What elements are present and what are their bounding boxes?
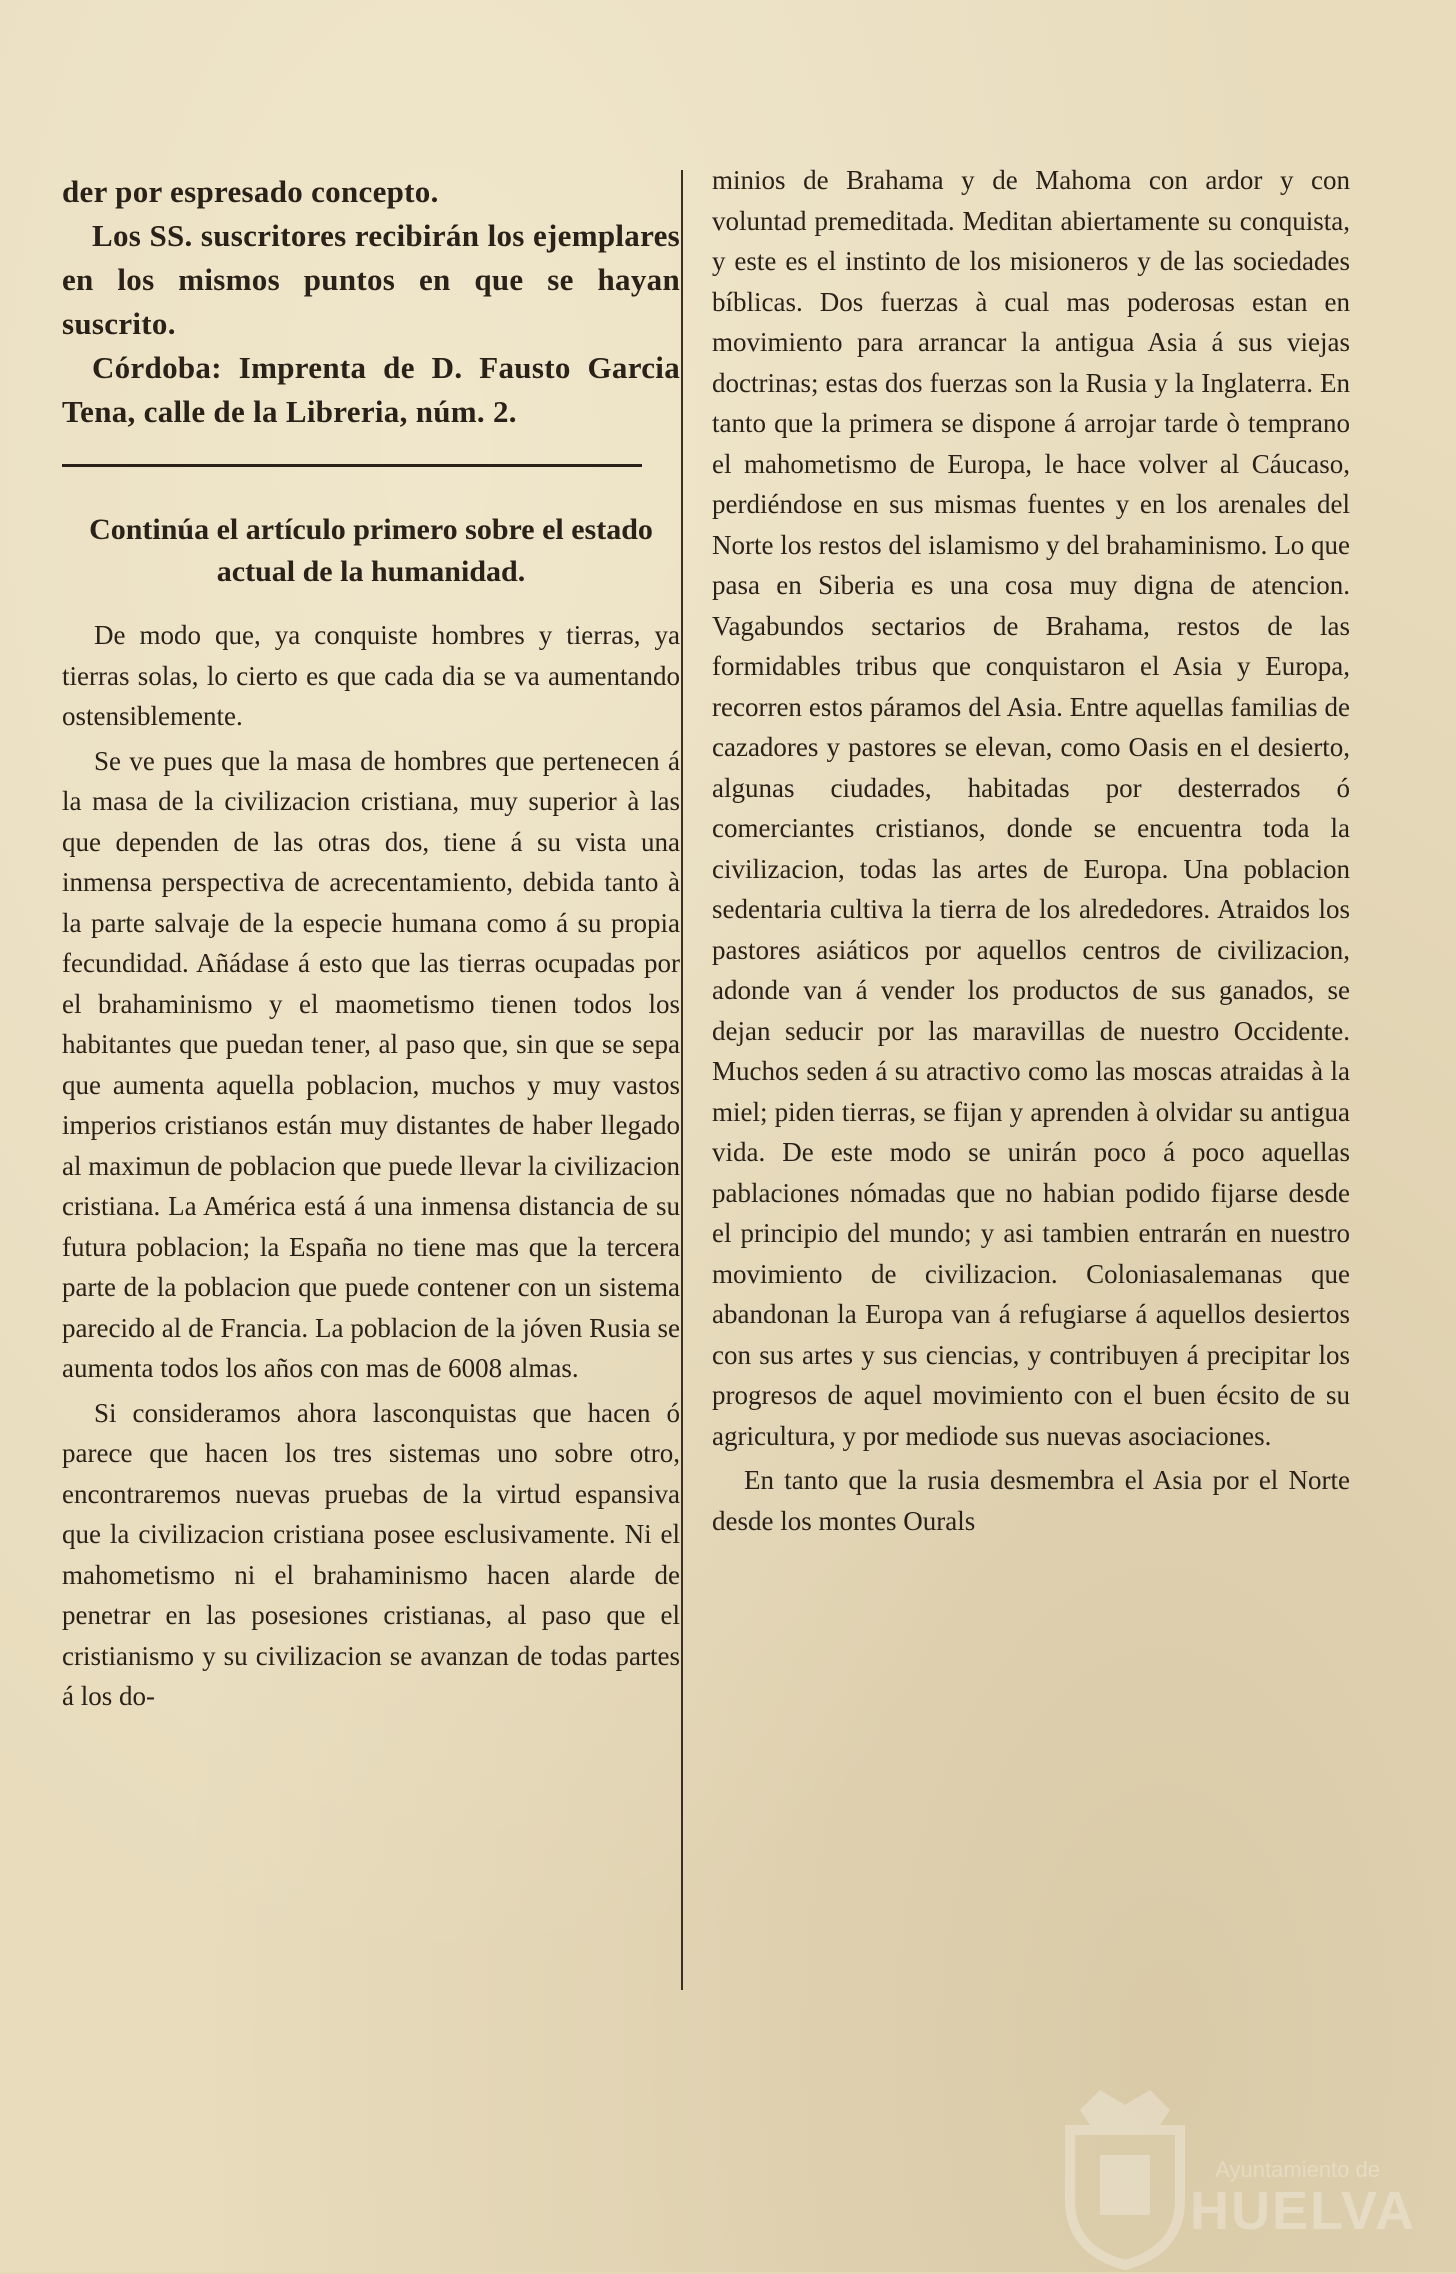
archive-watermark bbox=[1040, 2070, 1416, 2270]
notice-line: der por espresado concepto. bbox=[62, 174, 439, 209]
watermark-city: HUELVA bbox=[1190, 2181, 1416, 2241]
section-rule bbox=[62, 464, 642, 467]
coat-of-arms-icon bbox=[1040, 2070, 1210, 2270]
article-heading: Continúa el artículo primero sobre el estado actual de la humanidad. bbox=[89, 513, 653, 588]
article-paragraph: De modo que, ya conquiste hombres y tierras, ya tierras solas, lo cierto es que cada dia se va aumentando ostensiblemente. bbox=[62, 620, 680, 731]
printer-imprint: Córdoba: Imprenta de D. Fausto Garcia Tena, calle de la Libreria, núm. 2. bbox=[62, 350, 680, 429]
article-paragraph: Se ve pues que la masa de hombres que pertenecen á la masa de la civilizacion cristiana, muy superior à las que dependen de las otras dos, tiene á su vista una inmensa perspectiva de acrecentamiento, debida tanto à la parte salvaje de la especie humana como á su propia fecundidad. Añádase á esto que las tierras ocupadas por el brahaminismo y el maometismo tienen todos los habitantes que puedan tener, al paso que, sin que se sepa que aumenta aquella poblacion, muchos y muy vastos imperios cristianos están muy distantes de haber llegado al maximun de poblacion que puede llevar la civilizacion cristiana. La América está á una inmensa distancia de su futura poblacion; la España no tiene mas que la tercera parte de la poblacion que puede contener con un sistema parecido al de Francia. La poblacion de la jóven Rusia se aumenta todos los años con mas de 6008 almas. bbox=[62, 745, 680, 1383]
subscription-notice bbox=[62, 170, 680, 434]
article-paragraph: Si consideramos ahora lasconquistas que hacen ó parece que hacen los tres sistemas uno sobre otro, encontraremos nuevas pruebas de la virtud espansiva que la civilizacion cristiana posee esclusivamente. Ni el mahometismo ni el brahaminismo hacen alarde de penetrar en las posesiones cristianas, al paso que el cristianismo y su civilizacion se avanzan de todas partes á los do- bbox=[62, 1397, 680, 1711]
article-paragraph: En tanto que la rusia desmembra el Asia por el Norte desde los montes Ourals bbox=[712, 1465, 1350, 1536]
notice-line: Los SS. suscritores recibirán los ejemplares en los mismos puntos en que se hayan suscrito. bbox=[62, 218, 680, 341]
column-divider bbox=[681, 170, 683, 1990]
watermark-line: Ayuntamiento de bbox=[1215, 2157, 1380, 2182]
watermark-text bbox=[1190, 2157, 1416, 2241]
left-column bbox=[62, 170, 680, 1717]
article-paragraph: minios de Brahama y de Mahoma con ardor y con voluntad premeditada. Meditan abiertamente su conquista, y este es el instinto de los misioneros y de las sociedades bíblicas. Dos fuerzas à cual mas poderosas estan en movimiento para arrancar la antigua Asia á sus viejas doctrinas; estas dos fuerzas son la Rusia y la Inglaterra. En tanto que la primera se dispone á arrojar tarde ò temprano el mahometismo de Europa, le hace volver al Cáucaso, perdiéndose en sus mismas fuentes y en los arenales del Norte los restos del islamismo y del brahaminismo. Lo que pasa en Siberia es una cosa muy digna de atencion. Vagabundos sectarios de Brahama, restos de las formidables tribus que conquistaron el Asia y Europa, recorren estos páramos del Asia. Entre aquellas familias de cazadores y pastores se elevan, como Oasis en el desierto, algunas ciudades, habitadas por desterrados ó comerciantes cristianos, donde se encuentra toda la civilizacion, todas las artes de Europa. Una poblacion sedentaria cultiva la tierra de los alrededores. Atraidos los pastores asiáticos por aquellos centros de civilizacion, adonde van á vender los productos de sus ganados, se dejan seducir por las maravillas de nuestro Occidente. Muchos seden á su atractivo como las moscas atraidas à la miel; piden tierras, se fijan y aprenden à olvidar su antigua vida. De este modo se unirán poco á poco aquellas pablaciones nómadas que no habian podido fijarse desde el principio del mundo; y asi tambien entrarán en nuestro movimiento de civilizacion. Coloniasalemanas que abandonan la Europa van á refugiarse á aquellos desiertos con sus artes y sus ciencias, y contribuyen á precipitar los progresos de aquel movimiento con el buen écsito de su agricultura, y por mediode sus nuevas asociaciones. bbox=[712, 165, 1350, 1451]
right-column bbox=[712, 160, 1350, 1541]
